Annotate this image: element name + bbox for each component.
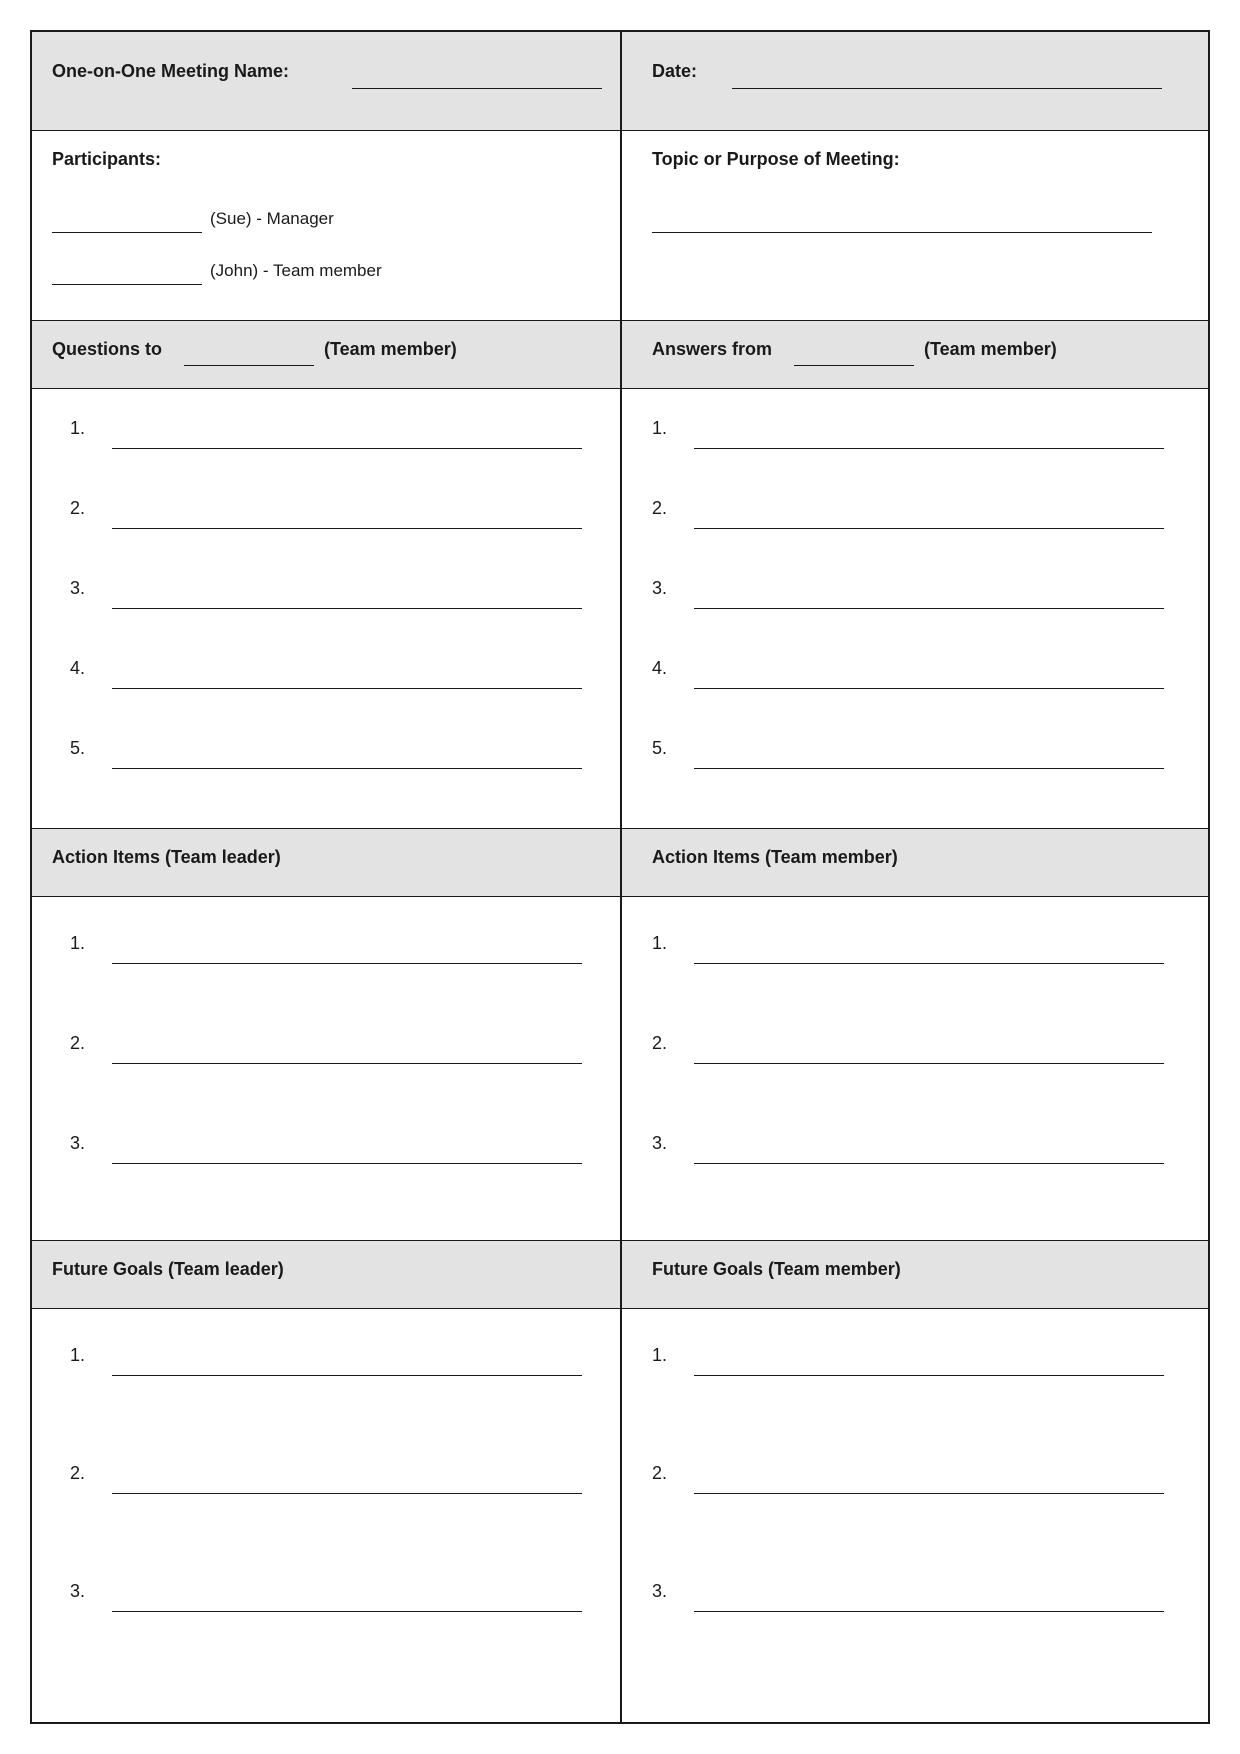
participants-label: Participants:: [52, 149, 162, 169]
manager-name-field[interactable]: [52, 232, 202, 233]
answer-1-field[interactable]: [694, 448, 1164, 449]
list-item-number: 4.: [652, 658, 668, 678]
list-item-number: 2.: [70, 1463, 86, 1483]
leader-goal-1-field[interactable]: [112, 1375, 582, 1376]
question-3-field[interactable]: [112, 608, 582, 609]
list-item-number: 5.: [70, 738, 86, 758]
member-role-text: (John) - Team member: [210, 261, 382, 280]
meeting-name-field[interactable]: [352, 88, 602, 89]
date-label: Date:: [652, 61, 698, 81]
answer-4-field[interactable]: [694, 688, 1164, 689]
member-action-2-field[interactable]: [694, 1063, 1164, 1064]
leader-action-1-field[interactable]: [112, 963, 582, 964]
leader-action-3-field[interactable]: [112, 1163, 582, 1164]
list-item-number: 2.: [70, 1033, 86, 1053]
manager-role-text: (Sue) - Manager: [210, 209, 334, 228]
member-action-3-field[interactable]: [694, 1163, 1164, 1164]
list-item-number: 5.: [652, 738, 668, 758]
list-item-number: 1.: [70, 933, 86, 953]
column-divider: [620, 30, 622, 1724]
list-item-number: 3.: [652, 578, 668, 598]
list-item-number: 2.: [652, 498, 668, 518]
action-items-member-label: Action Items (Team member): [652, 847, 898, 867]
list-item-number: 1.: [652, 418, 668, 438]
list-item-number: 2.: [652, 1033, 668, 1053]
question-4-field[interactable]: [112, 688, 582, 689]
meeting-name-label: One-on-One Meeting Name:: [52, 61, 290, 81]
answers-label-prefix: Answers from: [652, 339, 773, 359]
question-1-field[interactable]: [112, 448, 582, 449]
list-item-number: 2.: [70, 498, 86, 518]
member-goal-1-field[interactable]: [694, 1375, 1164, 1376]
question-5-field[interactable]: [112, 768, 582, 769]
leader-action-2-field[interactable]: [112, 1063, 582, 1064]
list-item-number: 3.: [652, 1133, 668, 1153]
member-name-field[interactable]: [52, 284, 202, 285]
member-action-1-field[interactable]: [694, 963, 1164, 964]
member-goal-2-field[interactable]: [694, 1493, 1164, 1494]
questions-label-suffix: (Team member): [324, 339, 457, 359]
answers-name-field[interactable]: [794, 365, 914, 366]
leader-goal-3-field[interactable]: [112, 1611, 582, 1612]
list-item-number: 1.: [70, 1345, 86, 1365]
date-field[interactable]: [732, 88, 1162, 89]
future-goals-leader-label: Future Goals (Team leader): [52, 1259, 284, 1279]
list-item-number: 4.: [70, 658, 86, 678]
list-item-number: 3.: [70, 1133, 86, 1153]
question-2-field[interactable]: [112, 528, 582, 529]
leader-goal-2-field[interactable]: [112, 1493, 582, 1494]
list-item-number: 3.: [652, 1581, 668, 1601]
member-goal-3-field[interactable]: [694, 1611, 1164, 1612]
list-item-number: 1.: [652, 933, 668, 953]
list-item-number: 1.: [652, 1345, 668, 1365]
topic-label: Topic or Purpose of Meeting:: [652, 149, 900, 169]
answers-label-suffix: (Team member): [924, 339, 1057, 359]
questions-label-prefix: Questions to: [52, 339, 163, 359]
list-item-number: 3.: [70, 578, 86, 598]
questions-name-field[interactable]: [184, 365, 314, 366]
answer-2-field[interactable]: [694, 528, 1164, 529]
future-goals-member-label: Future Goals (Team member): [652, 1259, 901, 1279]
topic-field[interactable]: [652, 232, 1152, 233]
action-items-leader-label: Action Items (Team leader): [52, 847, 281, 867]
list-item-number: 3.: [70, 1581, 86, 1601]
list-item-number: 2.: [652, 1463, 668, 1483]
list-item-number: 1.: [70, 418, 86, 438]
answer-3-field[interactable]: [694, 608, 1164, 609]
answer-5-field[interactable]: [694, 768, 1164, 769]
